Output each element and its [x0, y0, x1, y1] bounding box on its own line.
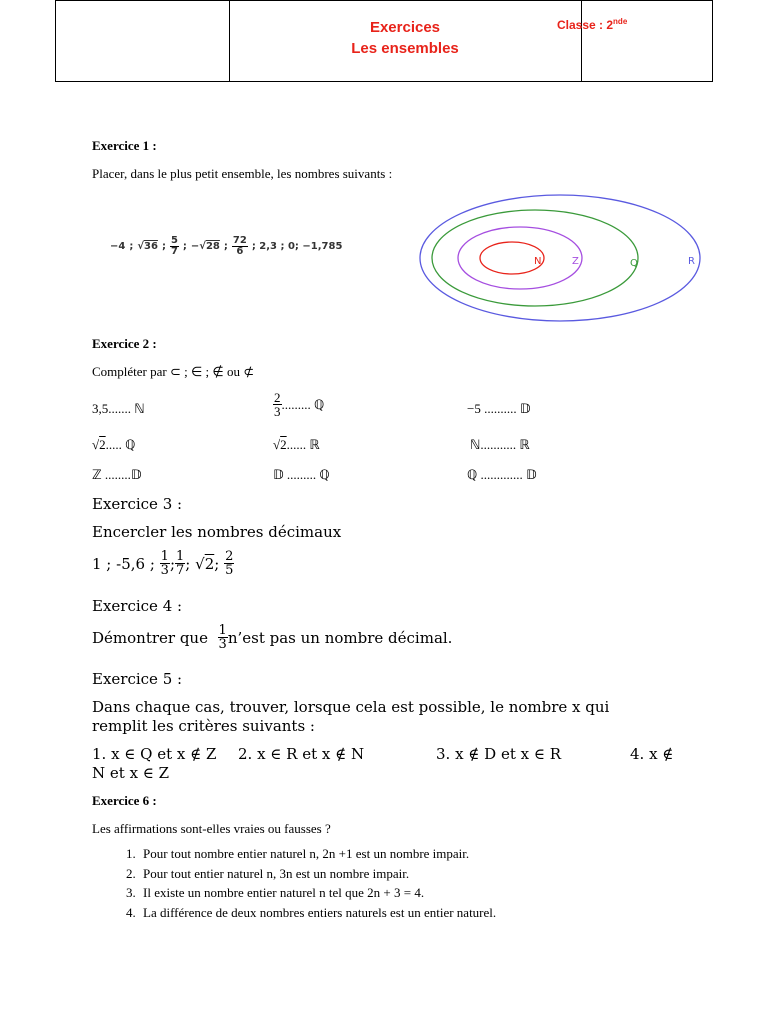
radicand: 2 — [204, 554, 215, 573]
exercise-6-instruction: Les affirmations sont-elles vraies ou fausses ? — [92, 821, 331, 836]
denominator: 3 — [160, 563, 169, 578]
class-label-sup: nde — [613, 17, 628, 26]
list-item: 4. La différence de deux nombres entiers naturels est un entier naturel. — [139, 903, 496, 923]
exercise-1-instruction: Placer, dans le plus petit ensemble, les nombres suivants : — [92, 166, 393, 181]
ex2-row3-col2: 𝔻 ......... ℚ — [273, 467, 330, 482]
radicand: 2 — [280, 437, 287, 452]
set-q-label: Q — [630, 258, 638, 269]
ex2-row1-col2-rest: ......... ℚ — [281, 396, 325, 412]
sqrt-sign: −√ — [190, 241, 206, 252]
separator: ; — [129, 241, 134, 252]
separator: ; — [214, 554, 220, 573]
ex5-criterion-1: 1. x ∈ Q et x ∉ Z — [92, 745, 217, 763]
set-z-ellipse — [458, 227, 582, 289]
exercise-5-line-2: remplit les critères suivants : — [92, 717, 315, 735]
list-item: 3. Il existe un nombre entier naturel n tel que 2n + 3 = 4. — [139, 883, 496, 903]
list-item: 2. Pour tout entier naturel n, 3n est un nombre impair. — [139, 864, 496, 884]
fraction-2-5 — [224, 550, 234, 577]
exercise-4-statement — [92, 624, 452, 651]
number-minus-sqrt-28 — [191, 241, 220, 252]
ex2-row2-col3: ℕ........... ℝ — [470, 437, 530, 452]
affirmations-list — [92, 844, 496, 922]
separator: ; — [185, 554, 191, 573]
class-label — [557, 17, 627, 32]
exercise-1-number-list — [110, 236, 342, 257]
set-r-label: R — [688, 256, 695, 267]
title-line-2: Les ensembles — [351, 40, 459, 57]
separator: ; — [169, 554, 176, 573]
ex2-row2-col1-rest: ..... ℚ — [105, 437, 136, 452]
denominator: 7 — [170, 246, 178, 257]
exercise-4-title: Exercice 4 : — [92, 597, 183, 615]
fraction-1-3 — [218, 624, 228, 651]
ex2-row2-col2-rest: ...... ℝ — [286, 437, 320, 452]
numerator: 2 — [225, 549, 234, 564]
exercise-2-instruction: Compléter par ⊂ ; ∈ ; ∉ ou ⊄ — [92, 364, 255, 379]
exercise-5-line-1: Dans chaque cas, trouver, lorsque cela est possible, le nombre x qui — [92, 698, 610, 716]
denominator: 3 — [218, 637, 227, 652]
exercise-3-numbers — [92, 550, 234, 577]
title-line-1: Exercices — [369, 19, 441, 36]
separator: ; — [161, 241, 166, 252]
number-minus-4: −4 — [110, 241, 126, 252]
separator: ; — [182, 241, 187, 252]
denominator: 5 — [225, 563, 234, 578]
header-cell-empty — [56, 1, 230, 81]
ex2-row3-col1: ℤ ........𝔻 — [92, 467, 142, 482]
radicand: 28 — [205, 241, 220, 252]
ex2-row1-col2 — [273, 391, 324, 418]
fraction-5-7 — [170, 236, 179, 257]
fraction-1-7 — [175, 550, 185, 577]
exercise-2-title: Exercice 2 : — [92, 336, 157, 351]
numerator: 1 — [160, 549, 169, 564]
denominator: 3 — [274, 404, 281, 419]
numerator: 1 — [218, 623, 227, 638]
numerator: 2 — [274, 390, 281, 405]
sqrt-sign: √ — [273, 437, 281, 452]
ex2-row2-col1 — [92, 437, 135, 453]
radicand: 36 — [144, 241, 158, 252]
sqrt-sign: √ — [195, 554, 205, 573]
list-item: 1. Pour tout nombre entier naturel n, 2n +1 est un nombre impair. — [139, 844, 496, 864]
ex2-row3-col3: ℚ ............. 𝔻 — [467, 467, 537, 482]
exercise-6-title: Exercice 6 : — [92, 793, 157, 808]
set-z-label: Z — [572, 256, 579, 267]
ex5-criterion-3: 3. x ∉ D et x ∈ R — [436, 745, 562, 763]
number-sqrt-36 — [137, 241, 158, 252]
set-n-label: N — [534, 256, 542, 267]
class-label-text: Classe : 2 — [557, 18, 614, 32]
header-cell-title — [229, 1, 582, 81]
denominator: 7 — [176, 563, 185, 578]
fraction-72-6 — [232, 236, 248, 257]
set-r-ellipse — [420, 195, 700, 321]
header-table — [55, 0, 713, 82]
numerator: 5 — [170, 235, 178, 246]
nested-sets-diagram — [410, 188, 710, 328]
sqrt-sign: √ — [137, 241, 145, 252]
ex4-rest: n’est pas un nombre décimal. — [227, 628, 453, 647]
separator: ; — [223, 241, 228, 252]
ex3-lead: 1 ; -5,6 ; — [92, 554, 155, 573]
numerator: 1 — [176, 549, 185, 564]
ex2-row2-col2 — [273, 437, 320, 453]
fraction-1-3 — [160, 550, 170, 577]
sqrt-sign: √ — [92, 437, 100, 452]
ex2-row1-col1: 3,5....... ℕ — [92, 401, 145, 416]
exercise-3-title: Exercice 3 : — [92, 495, 183, 513]
exercise-1-title: Exercice 1 : — [92, 138, 157, 153]
ex5-criterion-4a: 4. x ∉ — [630, 745, 674, 763]
exercise-3-instruction: Encercler les nombres décimaux — [92, 523, 342, 541]
ex4-lead: Démontrer que — [92, 628, 208, 647]
ex5-criterion-4b: N et x ∈ Z — [92, 764, 170, 782]
exercise-5-title: Exercice 5 : — [92, 670, 183, 688]
fraction-2-3 — [273, 391, 282, 418]
ex5-criterion-2: 2. x ∈ R et x ∉ N — [238, 745, 365, 763]
radicand: 2 — [99, 437, 106, 452]
numerator: 72 — [232, 235, 247, 246]
number-list-rest: ; 2,3 ; 0; −1,785 — [251, 241, 343, 252]
ex2-row1-col3: −5 .......... 𝔻 — [467, 401, 531, 416]
denominator: 6 — [236, 246, 244, 257]
